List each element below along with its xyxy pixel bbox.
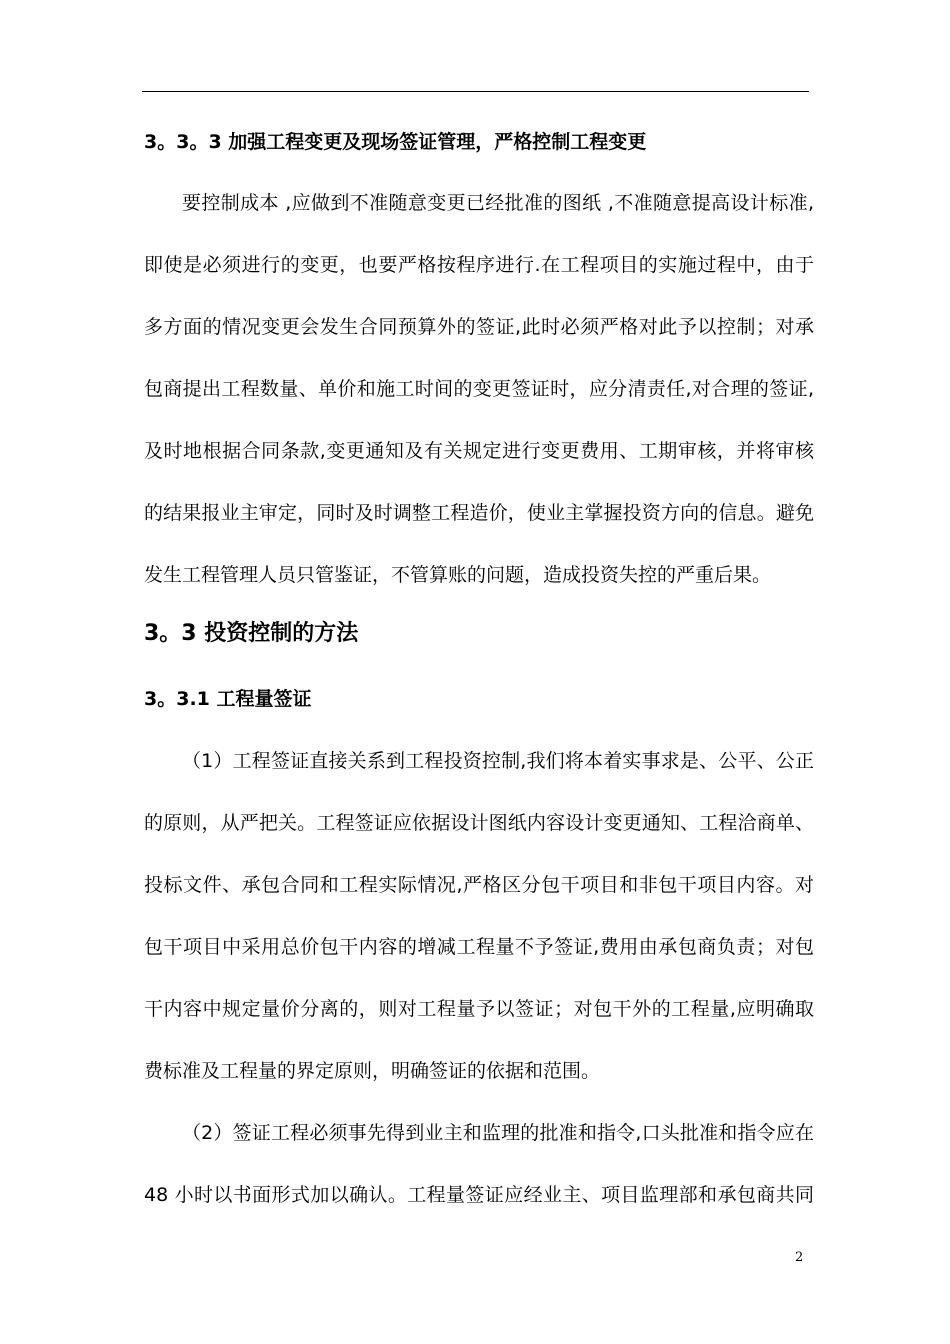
paragraph-line: 费标准及工程量的界定原则，明确签证的依据和范围。 [144,1060,601,1082]
section-heading-3-3: 3。3 投资控制的方法 [144,621,359,646]
page-number: 2 [795,1250,804,1265]
header-rule [142,91,809,92]
paragraph-line: 即使是必须进行的变更，也要严格按程序进行.在工程项目的实施过程中，由于 [144,254,814,276]
paragraph-line: 的结果报业主审定，同时及时调整工程造价，使业主掌握投资方向的信息。避免 [144,502,814,524]
paragraph-line: 及时地根据合同条款,变更通知及有关规定进行变更费用、工期审核，并将审核 [144,440,814,462]
section-heading-3-3-3: 3。3。3 加强工程变更及现场签证管理，严格控制工程变更 [144,131,647,153]
paragraph-line: 包干项目中采用总价包干内容的增减工程量不予签证,费用由承包商负责；对包 [144,936,814,958]
section-heading-3-3-1: 3。3.1 工程量签证 [144,688,312,710]
paragraph-line: （1）工程签证直接关系到工程投资控制,我们将本着实事求是、公平、公正 [182,750,814,772]
paragraph-line: 的原则，从严把关。工程签证应依据设计图纸内容设计变更通知、工程洽商单、 [144,812,814,834]
paragraph-line: 干内容中规定量价分离的，则对工程量予以签证；对包干外的工程量,应明确取 [144,998,814,1020]
paragraph-line: 包商提出工程数量、单价和施工时间的变更签证时，应分清责任,对合理的签证, [144,378,814,400]
paragraph-line: 多方面的情况变更会发生合同预算外的签证,此时必须严格对此予以控制；对承 [144,316,814,338]
paragraph-line: （2）签证工程必须事先得到业主和监理的批准和指令,口头批准和指令应在 [182,1122,814,1144]
paragraph-line: 48 小时以书面形式加以确认。工程量签证应经业主、项目监理部和承包商共同 [144,1184,814,1206]
paragraph-line: 投标文件、承包合同和工程实际情况,严格区分包干项目和非包干项目内容。对 [144,874,814,896]
paragraph-line: 要控制成本 ,应做到不准随意变更已经批准的图纸 ,不准随意提高设计标准, [182,192,814,214]
paragraph-line: 发生工程管理人员只管鉴证，不管算账的问题，造成投资失控的严重后果。 [144,564,772,586]
